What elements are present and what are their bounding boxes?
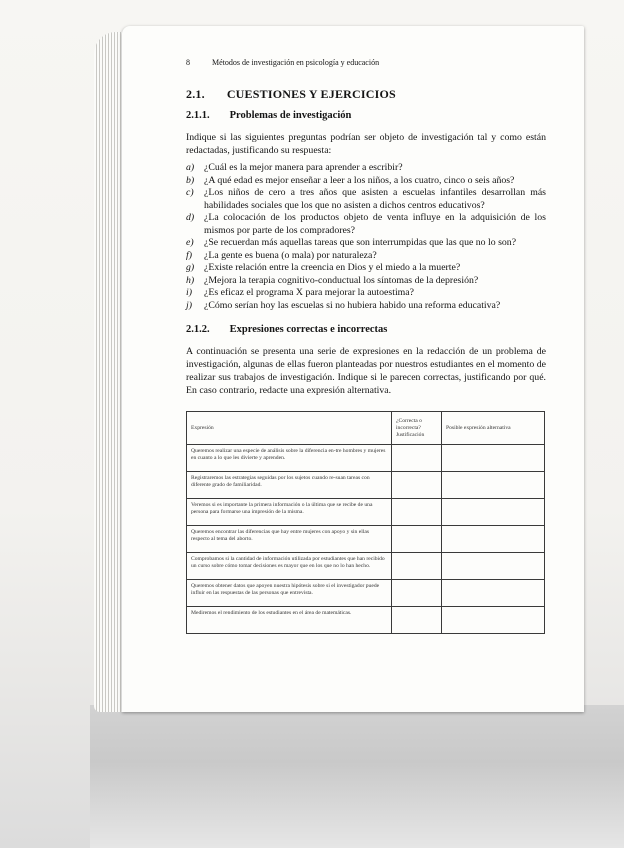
- table-row: [187, 445, 545, 472]
- page-content: [186, 58, 546, 634]
- item-letter: h): [186, 274, 195, 286]
- intro-paragraph-1: Indique si las siguientes preguntas podrían ser objeto de investigación tal y como están redactadas, justificando su respuesta:: [186, 132, 546, 156]
- item-letter: f): [186, 249, 192, 261]
- expression-cell: Queremos obtener datos que apoyen nuestra hipótesis sobre si el investigador puede influir en las respuestas de las personas que entrevista.: [187, 580, 392, 607]
- list-item: [186, 212, 546, 237]
- alternative-cell[interactable]: [442, 553, 545, 580]
- header-alternative: Posible expresión alternativa: [442, 412, 545, 445]
- expression-cell: Mediremos el rendimiento de los estudiantes en el área de matemáticas.: [187, 607, 392, 634]
- running-title: Métodos de investigación en psicología y educación: [212, 58, 380, 67]
- subsection-number: 2.1.1.: [186, 110, 210, 121]
- table-row: [187, 607, 545, 634]
- item-text: ¿La gente es buena (o mala) por naturaleza?: [204, 249, 377, 261]
- item-text: ¿Los niños de cero a tres años que asisten a escuelas infantiles desarrollan más habilidades sociales que los que no asisten a dichos centros educativos?: [204, 187, 546, 211]
- expression-cell: Registraremos las estrategias seguidas por los sujetos cuando re-suan tareas con diferente grado de familiaridad.: [187, 472, 392, 499]
- alternative-cell[interactable]: [442, 445, 545, 472]
- subsection-heading-1: [186, 110, 546, 121]
- alternative-cell[interactable]: [442, 526, 545, 553]
- alternative-cell[interactable]: [442, 580, 545, 607]
- item-letter: c): [186, 187, 194, 198]
- table-row: [187, 553, 545, 580]
- item-text: ¿Cuál es la mejor manera para aprender a escribir?: [204, 162, 403, 173]
- justification-cell[interactable]: [392, 580, 442, 607]
- table-row: [187, 499, 545, 526]
- section-number: 2.1.: [186, 87, 205, 101]
- list-item: [186, 237, 546, 250]
- justification-cell[interactable]: [392, 526, 442, 553]
- page-number: 8: [186, 58, 190, 67]
- subsection-title: Problemas de investigación: [229, 110, 352, 121]
- justification-cell[interactable]: [392, 445, 442, 472]
- list-item: [186, 162, 546, 175]
- item-text: ¿Es eficaz el programa X para mejorar la autoestima?: [204, 287, 414, 298]
- item-letter: i): [186, 287, 192, 298]
- item-letter: j): [186, 299, 192, 311]
- scan-shadow: [90, 705, 624, 848]
- justification-cell[interactable]: [392, 499, 442, 526]
- intro-paragraph-2: A continuación se presenta una serie de expresiones en la redacción de un problema de investigación, algunas de ellas fueron planteadas por nuestros estudiantes en el momento de realizar sus trabajos de investigación. Indique si le parecen correctas, justificando por qué. En caso contrario, redacte una expresión alternativa.: [186, 346, 546, 396]
- item-text: ¿A qué edad es mejor enseñar a leer a los niños, a los cuatro, cinco o seis años?: [204, 174, 515, 186]
- expression-cell: Queremos realizar una especie de análisis sobre la diferencia en-tre hombres y mujeres en cuanto a lo que les divierte y aprenden.: [187, 445, 392, 472]
- alternative-cell[interactable]: [442, 607, 545, 634]
- section-title: CUESTIONES Y EJERCICIOS: [226, 87, 396, 101]
- item-text: ¿Se recuerdan más aquellas tareas que son interrumpidas que las que no lo son?: [204, 237, 517, 248]
- table-row: [187, 526, 545, 553]
- item-text: ¿Existe relación entre la creencia en Dios y el miedo a la muerte?: [204, 262, 461, 273]
- item-letter: d): [186, 212, 195, 223]
- item-text: ¿Cómo serían hoy las escuelas si no hubiera habido una reforma educativa?: [204, 299, 501, 311]
- list-item: [186, 287, 546, 300]
- justification-cell[interactable]: [392, 472, 442, 499]
- list-item: [186, 250, 546, 263]
- expression-cell: Veremos si es importante la primera información o la última que se recibe de una persona para formarse una impresión de la misma.: [187, 499, 392, 526]
- alternative-cell[interactable]: [442, 472, 545, 499]
- expression-cell: Queremos encontrar las diferencias que hay entre mujeres con apoyo y sin ellas respecto al tema del aborto.: [187, 526, 392, 553]
- list-item: [186, 262, 546, 275]
- alternative-cell[interactable]: [442, 499, 545, 526]
- item-letter: g): [186, 262, 195, 273]
- table-row: [187, 472, 545, 499]
- section-heading: [186, 87, 546, 102]
- list-item: [186, 300, 546, 313]
- subsection-title: Expresiones correctas e incorrectas: [229, 324, 388, 335]
- header-expression: Expresión: [187, 412, 392, 445]
- list-item: [186, 187, 546, 212]
- running-header: [186, 58, 546, 67]
- table-header-row: [187, 412, 545, 445]
- subsection-number: 2.1.2.: [186, 324, 210, 335]
- item-letter: b): [186, 174, 195, 186]
- question-list: [186, 162, 546, 312]
- item-letter: e): [186, 237, 194, 248]
- expressions-table: [186, 411, 545, 634]
- list-item: [186, 175, 546, 188]
- expression-cell: Comprobamos si la cantidad de información utilizada por estudiantes que han recibido un curso sobre cómo tomar decisiones es mayor que en los que no lo han hecho.: [187, 553, 392, 580]
- justification-cell[interactable]: [392, 553, 442, 580]
- header-correctness: ¿Correcta o incorrecta? Justificación: [392, 412, 442, 445]
- list-item: [186, 275, 546, 288]
- table-row: [187, 580, 545, 607]
- item-text: ¿La colocación de los productos objeto de venta influye en la adquisición de los mismos por parte de los compradores?: [204, 212, 546, 236]
- subsection-heading-2: [186, 324, 546, 335]
- item-text: ¿Mejora la terapia cognitivo-conductual los síntomas de la depresión?: [204, 274, 479, 286]
- item-letter: a): [186, 162, 195, 173]
- justification-cell[interactable]: [392, 607, 442, 634]
